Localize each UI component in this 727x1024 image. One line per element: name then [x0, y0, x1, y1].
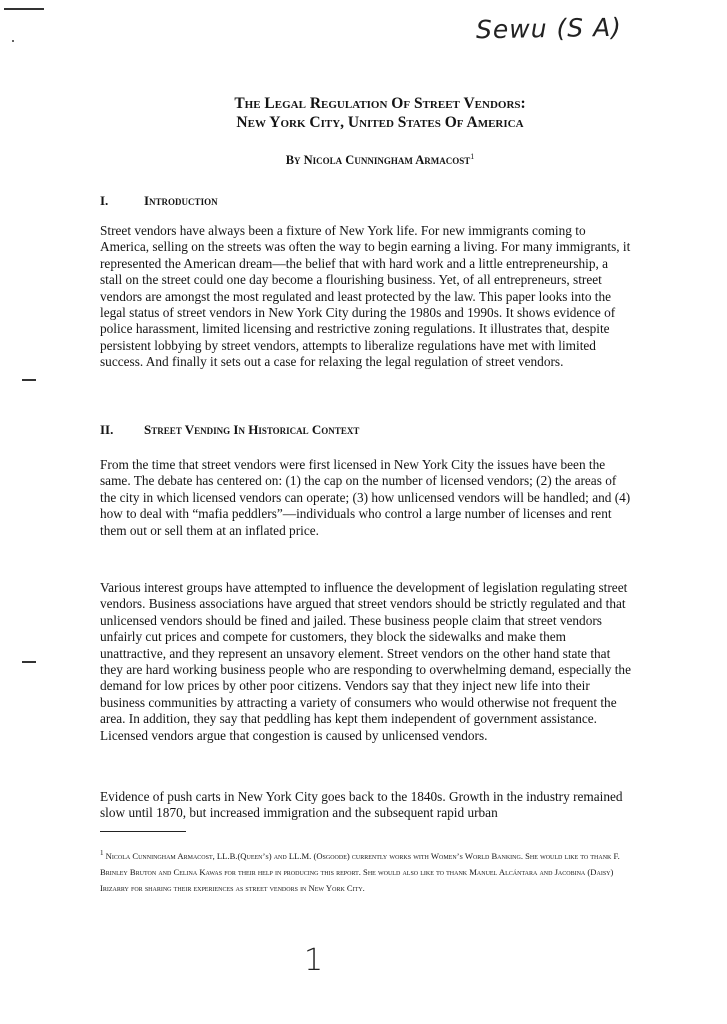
footnote-text: Nicola Cunningham Armacost, LL.B.(Queen’s) and LL.M. (Osgoode) currently works with Women’s World Banking. She would like to thank F. Brinley Bruton and Celina Kawas for their help in producing this report. She would also like to thank Manuel Alcántara and Jacobina (Daisy) Irizarry for sharing their experiences as street vendors in New York City. [100, 850, 620, 893]
paragraph-history-3: Evidence of push carts in New York City goes back to the 1840s. Growth in the industry remained slow until 1870, but increased immigration and the subsequent rapid urban [100, 789, 623, 821]
footnote [100, 845, 640, 896]
scan-mark [22, 661, 36, 663]
paragraph-history-2: Various interest groups have attempted to influence the development of legislation regulating street vendors. Business associations have argued that street vendors should be strictly regulated and that unlicensed vendors should be fined and jailed. These business people claim that street vendors unfairly cut prices and compete for customers, they block the sidewalks and make them unattractive, and they represent an unsavory element. Street vendors on the other hand state that they are hard working business people who are responding to overwhelming demand, especially the demand for low prices by other poor citizens. Vendors say that they inject new life into their business communities by attracting a variety of consumers who would otherwise not frequent the area. In addition, they say that peddling has kept them independent of government assistance. Licensed vendors argue that congestion is caused by unlicensed vendors. [100, 580, 631, 743]
author-footnote-ref: 1 [470, 152, 475, 161]
page-number: 1 [304, 943, 324, 978]
scan-mark [4, 8, 44, 10]
section-number: II. [100, 422, 114, 437]
paragraph-history-1: From the time that street vendors were first licensed in New York City the issues have been the same. The debate has centered on: (1) the cap on the number of licensed vendors; (2) the areas of the city in which licensed vendors can operate; (3) how unlicensed vendors will be handled; and (4) how to deal with “mafia peddlers”—individuals who control a large number of licenses and rent them out or sell them at an inflated price. [100, 457, 631, 538]
document-title-line-1: The Legal Regulation Of Street Vendors: [234, 95, 526, 112]
section-number: I. [100, 193, 109, 208]
author-name: By Nicola Cunningham Armacost [285, 153, 471, 168]
paragraph-introduction: Street vendors have always been a fixture of New York life. For new immigrants coming to America, selling on the streets was often the way to begin earning a living. For many immigrants, it represented the American dream—the belief that with hard work and a little entrepreneurship, a stall on the street could one day become a flourishing business. Yet, of all entrepreneurs, street vendors are amongst the most regulated and least protected by the law. This paper looks into the legal status of street vendors in New York City during the 1980s and 1990s. It shows evidence of police harassment, limited licensing and restrictive zoning regulations. It illustrates that, despite persistent lobbying by street vendors, attempts to liberalize regulations have met with limited success. And finally it sets out a case for relaxing the legal regulation of street vendors. [100, 223, 631, 370]
section-heading-historical-context [100, 422, 359, 438]
scan-mark [22, 379, 36, 381]
section-heading-introduction [100, 193, 218, 209]
footnote-marker: 1 [100, 849, 104, 857]
section-title: Introduction [144, 193, 218, 208]
footnote-divider [100, 831, 186, 832]
document-title-line-2: New York City, United States Of America [236, 114, 524, 131]
section-title: Street Vending In Historical Context [144, 422, 360, 437]
author-byline [100, 152, 660, 168]
scan-dot [12, 40, 14, 42]
handwritten-note: Sewu (S A) [475, 12, 623, 45]
